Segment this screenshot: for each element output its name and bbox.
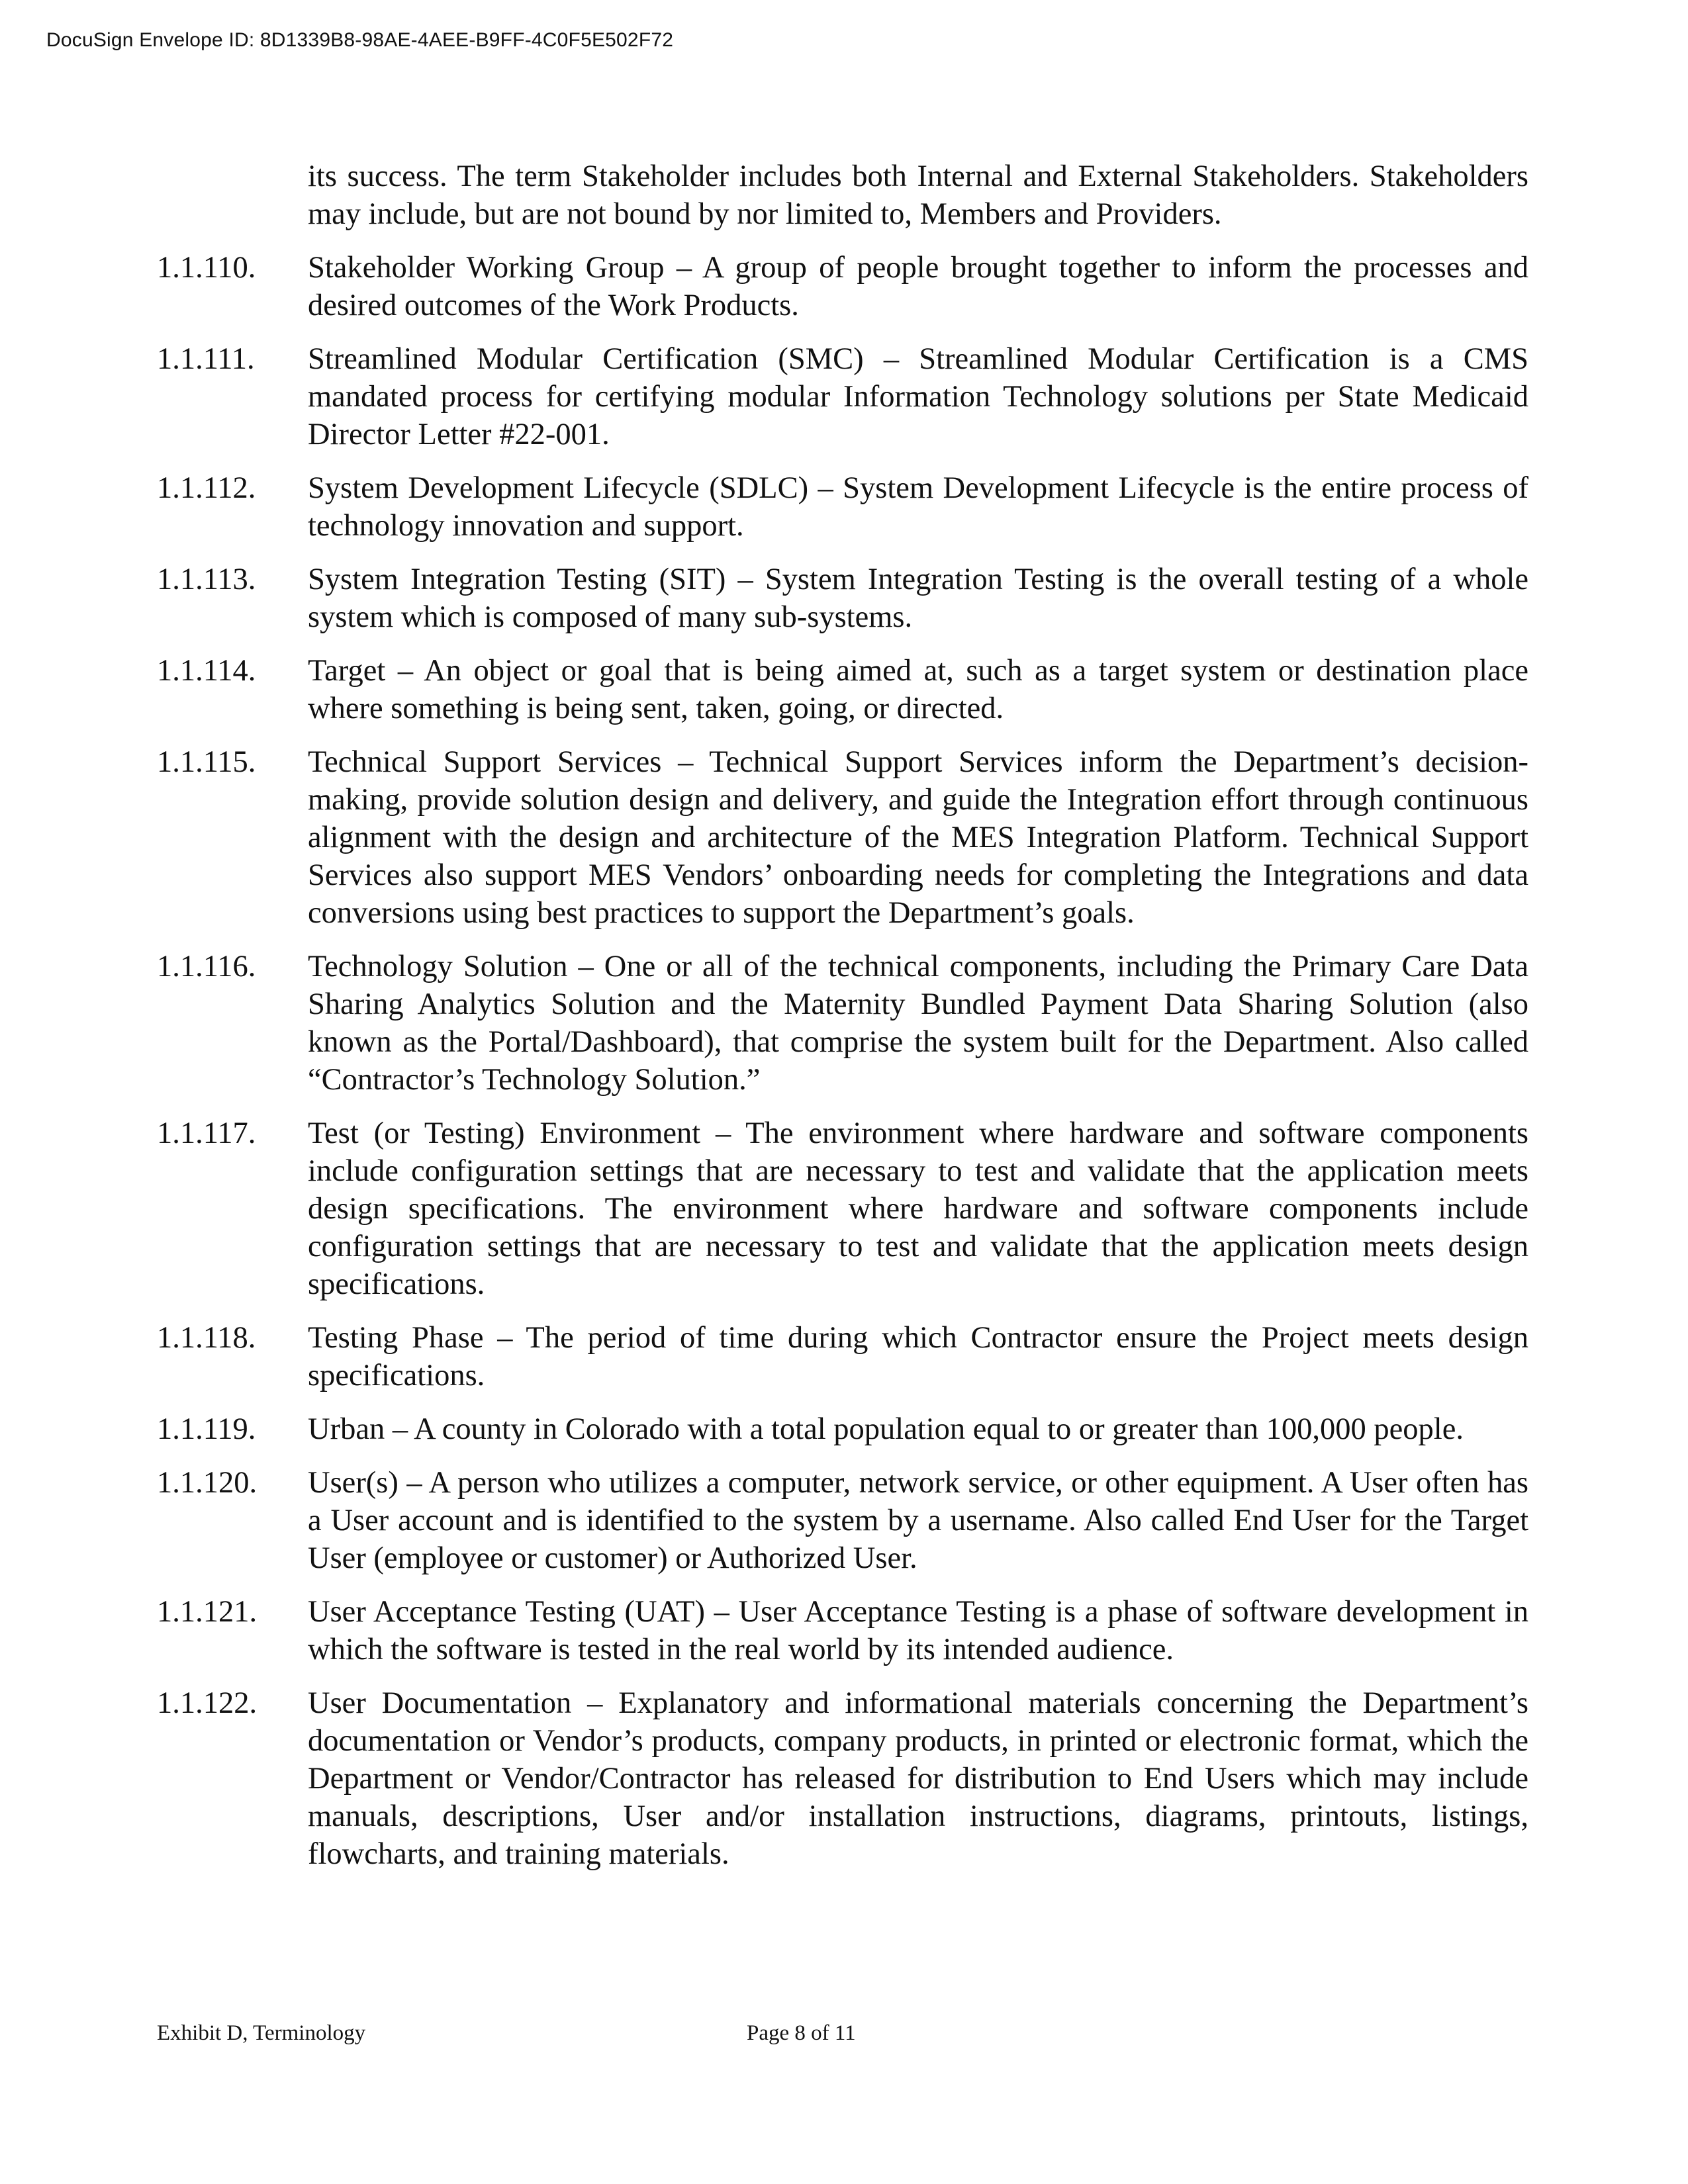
entry-definition: System Development Lifecycle (SDLC) – System Development Lifecycle is the entire process of technology innovation and support. [308,471,1528,543]
definition-entry [157,1115,1528,1303]
continued-paragraph: its success. The term Stakeholder includes both Internal and External Stakeholders. Stakeholders may include, but are not bound by nor limited to, Members and Providers. [308,159,1528,231]
entry-number: 1.1.121. [157,1595,258,1629]
entry-number: 1.1.114. [157,654,256,688]
entry-number: 1.1.112. [157,471,256,505]
definition-entry [157,948,1528,1099]
terminology-body [157,158,1528,1873]
definition-entry [157,1319,1528,1394]
definition-entry [157,561,1528,636]
entry-definition: Test (or Testing) Environment – The environment where hardware and software components include configuration settings that are necessary to test and validate that the application meets design specifications. The environment where hardware and software components include configuration settings that are necessary to test and validate that the application meets design specifications. [308,1116,1528,1301]
definition-entry [157,743,1528,932]
definition-entry [157,1464,1528,1577]
entry-definition: User Documentation – Explanatory and informational materials concerning the Department’s documentation or Vendor’s products, company products, in printed or electronic format, which the Department or Vendor/Contractor has released for distribution to End Users which may include manuals, descriptions, User and/or installation instructions, diagrams, printouts, listings, flowcharts, and training materials. [308,1686,1528,1871]
entry-definition: User Acceptance Testing (UAT) – User Acceptance Testing is a phase of software development in which the software is tested in the real world by its intended audience. [308,1595,1528,1666]
entry-number: 1.1.120. [157,1466,258,1500]
entry-definition: Streamlined Modular Certification (SMC) – Streamlined Modular Certification is a CMS mandated process for certifying modular Information Technology solutions per State Medicaid Director Letter #22-001. [308,342,1528,451]
entry-definition: Urban – A county in Colorado with a total population equal to or greater than 100,000 people. [308,1412,1464,1446]
definition-entry [157,1684,1528,1873]
entry-number: 1.1.117. [157,1116,256,1150]
entry-definition: Technical Support Services – Technical Support Services inform the Department’s decision-making, provide solution design and delivery, and guide the Integration effort through continuous alignment with the design and architecture of the MES Integration Platform. Technical Support Services also support MES Vendors’ onboarding needs for completing the Integrations and data conversions using best practices to support the Department’s goals. [308,745,1528,930]
definition-entry [157,1593,1528,1668]
entry-definition: Stakeholder Working Group – A group of people brought together to inform the processes and desired outcomes of the Work Products. [308,251,1528,322]
definition-entry [157,469,1528,545]
entry-number: 1.1.118. [157,1321,256,1355]
definition-entry [157,652,1528,727]
docusign-envelope-id: DocuSign Envelope ID: 8D1339B8-98AE-4AEE-B9FF-4C0F5E502F72 [46,29,674,51]
entry-number: 1.1.110. [157,251,256,285]
entry-number: 1.1.111. [157,342,255,376]
footer-exhibit-label: Exhibit D, Terminology [157,2021,366,2045]
entry-number: 1.1.116. [157,950,256,983]
definition-entry [157,1410,1528,1448]
entry-number: 1.1.115. [157,745,256,779]
entry-definition: Technology Solution – One or all of the technical components, including the Primary Care Data Sharing Analytics Solution and the Maternity Bundled Payment Data Sharing Solution (also known as the Portal/Dashboard), that comprise the system built for the Department. Also called “Contractor’s Technology Solution.” [308,950,1528,1097]
definition-entry [157,340,1528,453]
entry-definition: Testing Phase – The period of time during which Contractor ensure the Project meets design specifications. [308,1321,1528,1392]
footer-page-number: Page 8 of 11 [747,2021,856,2045]
definition-entry [157,249,1528,324]
entry-definition: User(s) – A person who utilizes a computer, network service, or other equipment. A User often has a User account and is identified to the system by a username. Also called End User for the Target User (employee or customer) or Authorized User. [308,1466,1528,1575]
entry-definition: Target – An object or goal that is being aimed at, such as a target system or destination place where something is being sent, taken, going, or directed. [308,654,1528,725]
entry-number: 1.1.119. [157,1412,256,1446]
entry-number: 1.1.122. [157,1686,258,1720]
entry-number: 1.1.113. [157,563,256,596]
entry-definition: System Integration Testing (SIT) – System Integration Testing is the overall testing of a whole system which is composed of many sub-systems. [308,563,1528,634]
